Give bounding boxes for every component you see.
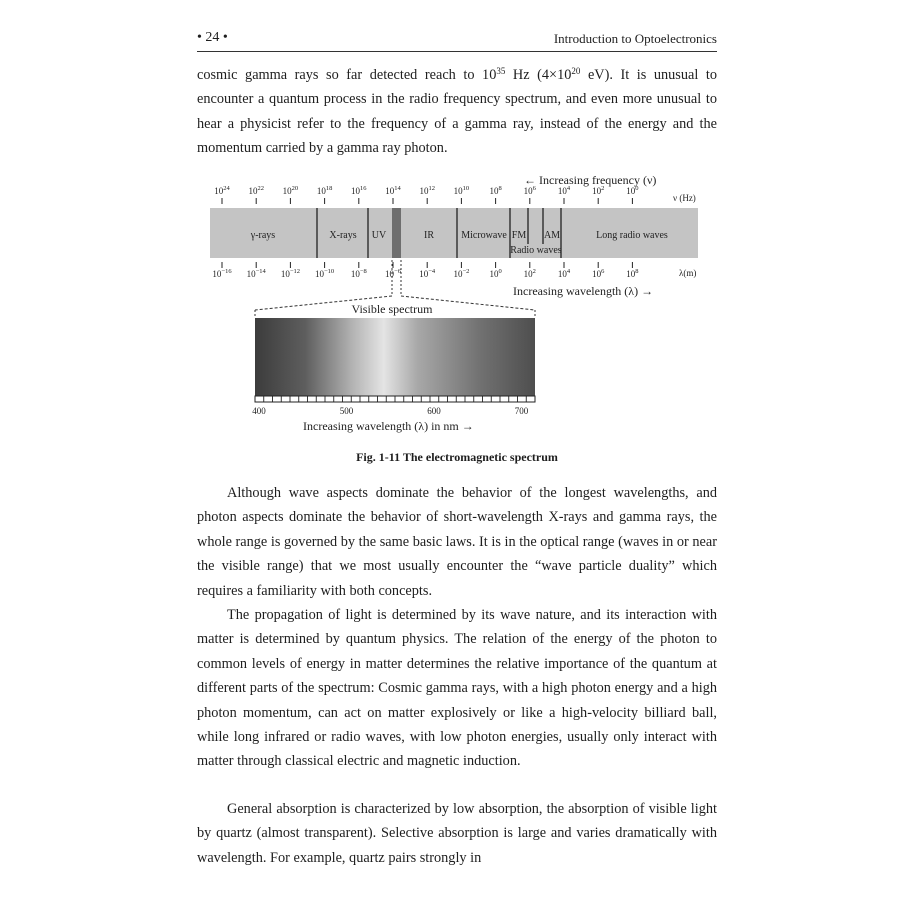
band-label-ir: IR (424, 230, 434, 241)
running-title: Introduction to Optoelectronics (553, 31, 717, 46)
wavelength-tick-label (212, 268, 232, 279)
frequency-tick-label-base: 10 (214, 186, 224, 196)
frequency-tick-label (489, 185, 501, 196)
band-label-radio-waves: Radio waves (510, 245, 562, 256)
frequency-tick-label-base: 10 (385, 186, 395, 196)
band-label-x-rays: X-rays (329, 230, 357, 241)
frequency-axis-title: ← Increasing frequency (ν) (524, 173, 657, 187)
frequency-tick-label-exponent: 8 (498, 185, 502, 192)
frequency-tick-label-base: 10 (248, 186, 258, 196)
wavelength-tick-label (453, 268, 469, 279)
body-paragraph-1: Although wave aspects dominate the behavior of the longest wavelengths, and photon aspects dominate the behavior of short-wavelength X-rays and gamma rays, the whole range is governed by the same basic laws. It is in the optical range (waves in or near the visible range) that we most usually encounter the “wave particle duality” which requires a familiarity with both concepts. (197, 485, 717, 599)
wavelength-tick-label-base: 10 (557, 269, 567, 279)
frequency-tick-label-exponent: 20 (291, 185, 299, 192)
wavelength-tick-label-exponent: −6 (394, 268, 401, 275)
frequency-tick-label (592, 185, 604, 196)
frequency-tick-label-exponent: 14 (394, 185, 401, 192)
visible-tick-label: 600 (427, 406, 441, 416)
frequency-tick-label-base: 10 (523, 186, 533, 196)
wavelength-tick-label (592, 268, 605, 279)
band-label-uv: UV (371, 230, 387, 241)
frequency-tick-label-exponent: 24 (223, 185, 230, 192)
header-rule (197, 51, 717, 52)
em-spectrum-figure (195, 168, 715, 448)
wavelength-tick-label (385, 268, 402, 279)
wavelength-tick-label-base: 10 (280, 269, 290, 279)
wavelength-tick-label-exponent: 8 (635, 268, 639, 275)
frequency-ticks (214, 185, 638, 204)
visible-band-marker (392, 208, 401, 258)
wavelength-tick-label (351, 268, 367, 279)
frequency-tick-label-base: 10 (592, 186, 602, 196)
wavelength-tick-label-base: 10 (385, 269, 395, 279)
frequency-tick-label-base: 10 (557, 186, 567, 196)
frequency-tick-label (283, 185, 299, 196)
frequency-tick-label-base: 10 (453, 186, 463, 196)
wavelength-tick-label (247, 268, 267, 279)
visible-tick-label: 400 (252, 406, 266, 416)
wavelength-tick-label (626, 268, 638, 279)
wavelength-tick-label-exponent: −10 (324, 268, 335, 275)
wavelength-tick-label-base: 10 (453, 269, 463, 279)
wavelength-tick-label-base: 10 (350, 269, 360, 279)
page-number: • 24 • (197, 30, 228, 45)
frequency-tick-label (419, 185, 435, 196)
visible-axis-title: Increasing wavelength (λ) in nm → (303, 419, 474, 433)
wavelength-tick-label (489, 268, 501, 279)
figure-caption: Fig. 1-11 The electromagnetic spectrum (356, 450, 558, 464)
frequency-tick-label (454, 185, 470, 196)
frequency-tick-label (524, 185, 537, 196)
frequency-tick-label-exponent: 0 (635, 185, 639, 192)
wavelength-tick-label-exponent: 4 (566, 268, 571, 275)
band-label-microwave: Microwave (461, 230, 507, 241)
wavelength-unit: λ(m) (679, 268, 697, 278)
wavelength-tick-label-exponent: −8 (359, 268, 367, 275)
visible-tick-label: 700 (514, 406, 529, 416)
frequency-tick-label-exponent: 16 (360, 185, 367, 192)
wavelength-tick-label-exponent: −12 (289, 268, 300, 275)
frequency-tick-label-exponent: 6 (532, 185, 536, 192)
frequency-tick-label-exponent: 22 (257, 185, 264, 192)
em-spectrum-diagram (195, 168, 715, 448)
frequency-tick-label-exponent: 2 (601, 185, 605, 192)
wavelength-tick-label-exponent: −4 (428, 268, 436, 275)
frequency-tick-label (385, 185, 401, 196)
body-paragraph-2: The propagation of light is determined by its wave nature, and its interaction with matter is determined by quantum physics. The relation of the energy of the photon to common levels of energy in matter determines the relative importance of the quantum at different parts of the spectrum: Cosmic gamma rays, with a high photon energy and a high photon momentum, can act on matter explosively or like a high-velocity billiard ball, while long infrared or radio waves, with low photon energies, usually only interact with matter through classical electric and magnetic induction. (197, 607, 717, 770)
visible-tick-labels (252, 406, 529, 416)
wavelength-tick-label-base: 10 (419, 269, 429, 279)
wavelength-tick-label-exponent: 6 (601, 268, 605, 275)
wavelength-ticks (212, 262, 638, 279)
frequency-tick-label-base: 10 (316, 186, 326, 196)
visible-tick-label: 500 (339, 406, 354, 416)
frequency-tick-label (558, 185, 571, 196)
frequency-tick-label-base: 10 (282, 186, 292, 196)
intro-paragraph: cosmic gamma rays so far detected reach to $10^{35}$ Hz ($4\times 10^{20}$ eV). It is unusual to encounter a quantum process in the radio frequency spectrum, and even more unusual to hear a physicist refer to the frequency of a gamma ray, instead of the energy and the momentum carried by a gamma ray photon. (197, 66, 717, 157)
wavelength-tick-label-exponent: 2 (532, 268, 536, 275)
wavelength-tick-label-base: 10 (489, 269, 499, 279)
wavelength-tick-label (558, 268, 571, 279)
frequency-tick-label-base: 10 (351, 186, 361, 196)
wavelength-tick-label-exponent: −14 (255, 268, 266, 275)
frequency-tick-label-exponent: 10 (462, 185, 470, 192)
wavelength-tick-label (419, 268, 436, 279)
band-label-long-radio-waves: Long radio waves (596, 230, 668, 241)
frequency-tick-label-base: 10 (419, 186, 429, 196)
frequency-tick-label-exponent: 18 (325, 185, 333, 192)
wavelength-tick-label (315, 268, 334, 279)
frequency-tick-label (351, 185, 367, 196)
frequency-tick-label (626, 185, 638, 196)
frequency-unit: ν (Hz) (673, 193, 696, 203)
page-header (197, 30, 717, 50)
wavelength-tick-label-base: 10 (315, 269, 325, 279)
band-label-fm: FM (511, 230, 527, 241)
wavelength-tick-label (281, 268, 300, 279)
wavelength-tick-label (524, 268, 536, 279)
visible-spectrum-title: Visible spectrum (351, 302, 433, 316)
frequency-tick-label (317, 185, 333, 196)
wavelength-tick-label-base: 10 (523, 269, 533, 279)
wavelength-tick-label-exponent: −2 (462, 268, 470, 275)
frequency-tick-label (248, 185, 264, 196)
wavelength-tick-label-base: 10 (626, 269, 636, 279)
band-label-am: AM (543, 230, 561, 241)
band-label-gamma-rays: γ-rays (250, 230, 276, 241)
frequency-tick-label-exponent: 4 (566, 185, 571, 192)
wavelength-tick-label-base: 10 (246, 269, 256, 279)
frequency-tick-label-exponent: 12 (428, 185, 435, 192)
wavelength-tick-label-exponent: −16 (221, 268, 232, 275)
wavelength-tick-label-base: 10 (212, 269, 222, 279)
frequency-tick-label (214, 185, 230, 196)
wavelength-tick-label-exponent: 0 (498, 268, 502, 275)
wavelength-axis-title: Increasing wavelength (λ) → (513, 284, 654, 298)
frequency-tick-label-base: 10 (626, 186, 636, 196)
visible-spectrum-gradient (255, 318, 535, 396)
wavelength-tick-label-base: 10 (592, 269, 602, 279)
body-paragraph-3: General absorption is characterized by low absorption, the absorption of visible light by quartz (almost transparent). Selective absorption is large and varies dramatically with wavelength. For example, quartz pairs strongly in (197, 801, 717, 866)
frequency-tick-label-base: 10 (489, 186, 499, 196)
